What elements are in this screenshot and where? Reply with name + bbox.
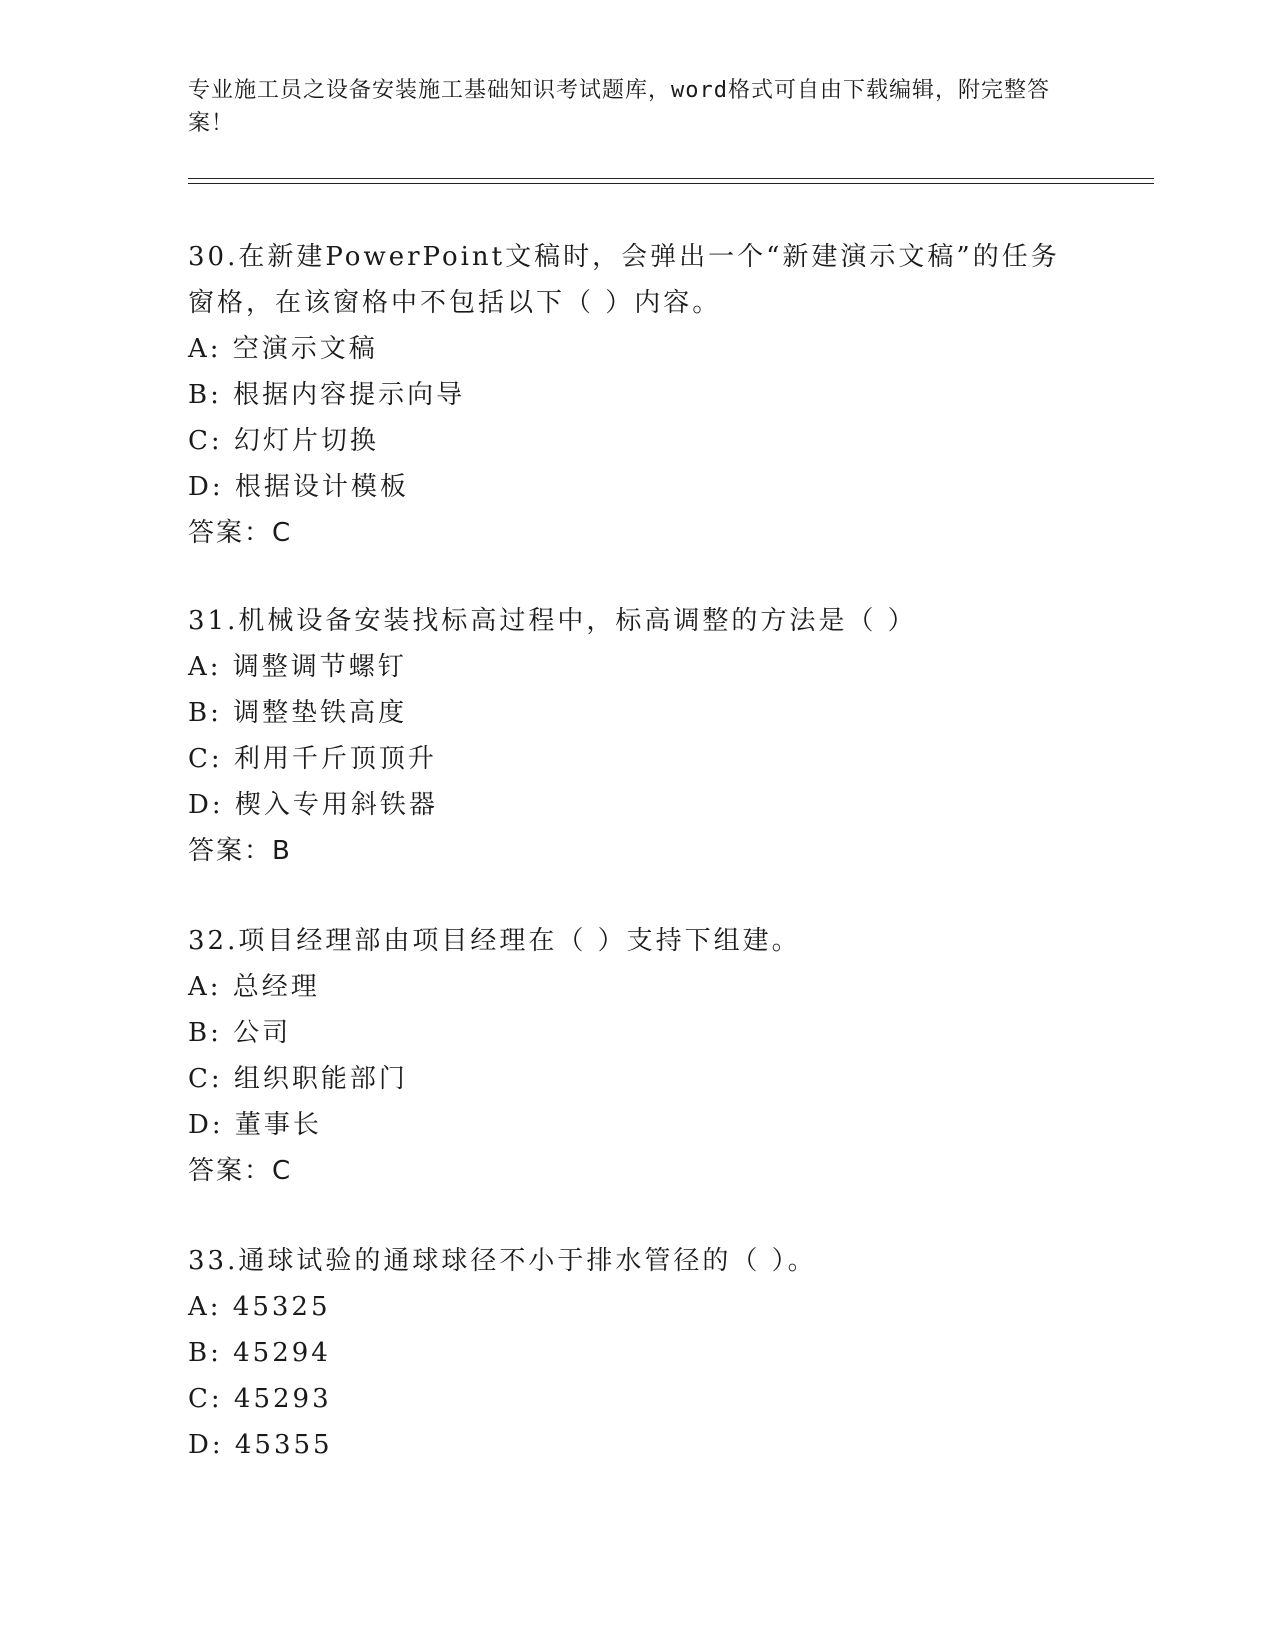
header-divider-top: [188, 178, 1154, 179]
question-32: [188, 918, 1088, 1194]
document-header: 专业施工员之设备安装施工基础知识考试题库，word格式可自由下载编辑，附完整答案！: [188, 78, 1050, 136]
option-b: B: 45294: [188, 1338, 331, 1368]
option-b: B: 调整垫铁高度: [188, 698, 408, 728]
option-d: D: 45355: [188, 1430, 333, 1460]
option-b: B: 公司: [188, 1018, 292, 1048]
answer: 答案：B: [188, 836, 292, 866]
header-divider-bottom: [188, 183, 1154, 184]
option-c: C: 利用千斤顶顶升: [188, 744, 437, 774]
option-c: C: 幻灯片切换: [188, 426, 379, 456]
answer: 答案：C: [188, 1156, 293, 1186]
option-a: A: 空演示文稿: [188, 334, 378, 364]
question-31: [188, 598, 1088, 874]
option-a: A: 调整调节螺钉: [188, 652, 407, 682]
option-d: D: 楔入专用斜铁器: [188, 790, 438, 820]
option-a: A: 45325: [188, 1292, 331, 1322]
question-33: [188, 1238, 1088, 1468]
option-d: D: 董事长: [188, 1110, 322, 1140]
question-stem: 30.在新建PowerPoint文稿时，会弹出一个“新建演示文稿”的任务窗格，在该窗格中不包括以下（ ）内容。: [188, 242, 1060, 318]
question-stem: 32.项目经理部由项目经理在（ ）支持下组建。: [188, 926, 801, 956]
answer: 答案：C: [188, 518, 293, 548]
question-stem: 31.机械设备安装找标高过程中，标高调整的方法是（ ）: [188, 606, 917, 636]
question-stem: 33.通球试验的通球球径不小于排水管径的（ ）。: [188, 1246, 817, 1276]
option-d: D: 根据设计模板: [188, 472, 409, 502]
question-30: [188, 234, 1088, 556]
option-c: C: 组织职能部门: [188, 1064, 408, 1094]
option-a: A: 总经理: [188, 972, 320, 1002]
option-c: C: 45293: [188, 1384, 332, 1414]
option-b: B: 根据内容提示向导: [188, 380, 466, 410]
